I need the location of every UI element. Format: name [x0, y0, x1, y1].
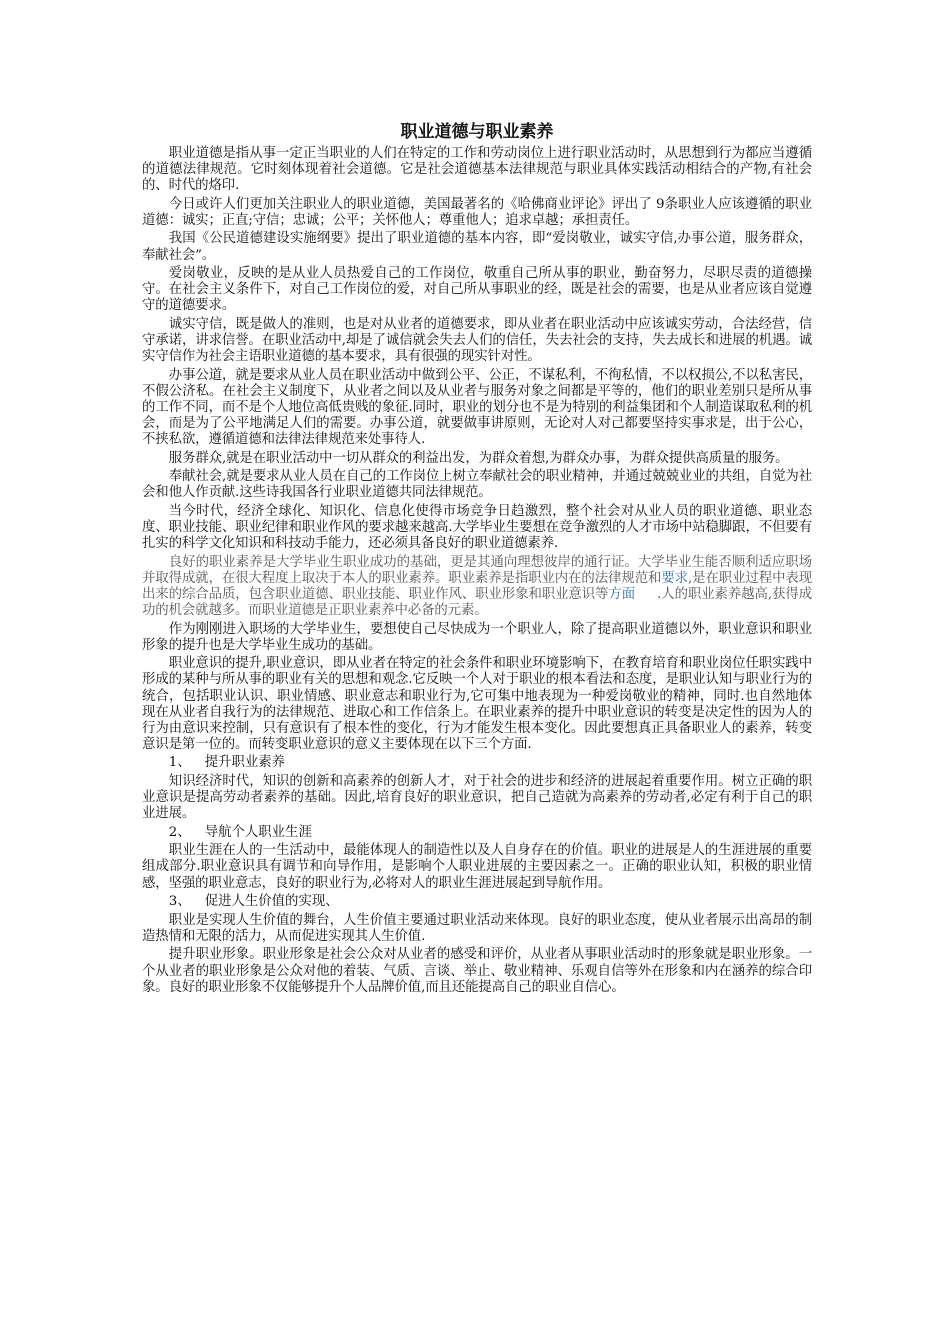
- paragraph-fairness: 办事公道，就是要求从业人员在职业活动中做到公平、公正，不谋私利，不徇私情，不以权损公,不以私害民，不假公济私。在社会主义制度下，从业者之间以及从业者与服务对象之间都是平等的，他们的职业差别只是所从事的工作不同，而不是个人地位高低贵贱的象征.同时，职业的划分也不是为特别的利益集团和个人制造谋取私利的机会，而是为了公平地满足人们的需要。办事公道，就要做事讲原则，无论对人对己都要坚持实事求是，出于公心，不挟私欲，遵循道德和法律法律规范来处事待人.: [142, 367, 812, 448]
- paragraph-life-value: 职业是实现人生价值的舞台，人生价值主要通过职业活动来体现。良好的职业态度，使从业者展示出高昂的制造热情和无限的活力，从而促进实现其人生价值.: [142, 912, 812, 944]
- section-heading-1: [142, 755, 812, 771]
- heading-text: 促进人生价值的实现、: [204, 894, 339, 910]
- paragraph-service: 服务群众,就是在职业活动中一切从群众的利益出发，为群众着想,为群众办事，为群众提供高质量的服务。: [168, 450, 789, 466]
- paragraph-text: .人的职业素养越高,获得成功的机会就越多。而职业道德是正职业素养中必备的元素。: [142, 586, 812, 619]
- paragraph-outline: 我国《公民道德建设实施纲要》提出了职业道德的基本内容，即“爱岗敬业，诚实守信,办事公道，服务群众，奉献社会”。: [142, 231, 812, 263]
- paragraph-dedication: 爱岗敬业，反映的是从业人员热爱自己的工作岗位，敬重自己所从事的职业，勤奋努力，尽职尽责的道德操守。在社会主义条件下，对自己工作岗位的爱，对自己所从事职业的经，既是社会的需要，也是从业者应该自觉遵守的道德要求。: [142, 266, 812, 314]
- paragraph-definition: 职业道德是指从事一定正当职业的人们在特定的工作和劳动岗位上进行职业活动时，从思想到行为都应当遵循的道德法律规范。它时刻体现着社会道德。它是社会道德基本法律规范与职业具体实践活动相结合的产物,有社会的、时代的烙印.: [142, 146, 812, 194]
- paragraph-harvard: 今日或许人们更加关注职业人的职业道德，美国最著名的《哈佛商业评论》评出了 9条职业人应该遵循的职业道德：诚实；正直;守信；忠诚；公平；关怀他人；尊重他人；追求卓越；承担责任。: [142, 196, 812, 228]
- heading-number: 3、: [168, 894, 191, 910]
- section-heading-3: [142, 894, 812, 910]
- paragraph-contribution: 奉献社会,就是要求从业人员在自己的工作岗位上树立奉献社会的职业精神，并通过兢兢业业的共组，自觉为社会和他人作贡献.这些诗我国各行业职业道德共同法律规范。: [142, 469, 812, 501]
- section-heading-2: [142, 825, 812, 841]
- heading-number: 2、: [168, 824, 191, 840]
- paragraph-honesty: 诚实守信，既是做人的准则，也是对从业者的道德要求，即从业者在职业活动中应该诚实劳动，合法经营，信守承诺，讲求信誉。在职业活动中,却是了诚信就会失去人们的信任，失去社会的支持，失去成长和进展的机遇。诚实守信作为社会主语职业道德的基本要求，具有很强的现实针对性。: [142, 316, 812, 365]
- document-page: [142, 120, 812, 998]
- paragraph-era: 当今时代，经济全球化、知识化、信息化使得市场竞争日趋激烈，整个社会对从业人员的职业道德、职业态度、职业技能、职业纪律和职业作风的要求越来越高.大学毕业生要想在竞争激烈的人才市场中站稳脚跟，不但要有扎实的科学文化知识和科技动手能力，还必须具备良好的职业道德素养.: [142, 503, 812, 552]
- paragraph-graduates: 作为刚刚进入职场的大学毕业生，要想使自己尽快成为一个职业人，除了提高职业道德以外，职业意识和职业形象的提升也是大学毕业生成功的基础。: [142, 621, 812, 653]
- heading-number: 1、: [168, 755, 191, 771]
- heading-text: 提升职业素养: [204, 755, 286, 771]
- document-title: 职业道德与职业素养: [400, 122, 554, 142]
- paragraph-awareness: 职业意识的提升,职业意识，即从业者在特定的社会条件和职业环境影响下，在教育培育和职业岗位任职实践中形成的某种与所从事的职业有关的思想和观念.它反映一个人对于职业的根本看法和态度，是职业认知与职业行为的统合，包括职业认识、职业情感、职业意志和职业行为,它可集中地表现为一种爱岗敬业的精神，同时.也自然地体现在从业者自我行为的法律规范、进取心和工作信条上。在职业素养的提升中职业意识的转变是决定性的因为人的行为由意识来控制，只有意识有了根本性的变化，行为才能发生根本变化。因此要想真正具备职业人的素养，转变意识是第一位的。而转变职业意识的意义主要体现在以下三个方面.: [142, 656, 812, 752]
- paragraph-text: 良好的职业素养是大学毕业生职业成功的基础，更是其通向理想彼岸的通行证。大学毕业生能否顺利适应职场并取得成就，在很大程度上取决于本人的职业素养。职业素养是指职业内在的法律规范和: [142, 554, 812, 586]
- paragraph-professional-quality: [142, 555, 812, 619]
- link-aspects[interactable]: 方面: [608, 586, 636, 602]
- paragraph-career: 职业生涯在人的一生活动中，最能体现人的制造性以及人自身存在的价值。职业的进展是人的生涯进展的重要组成部分.职业意识具有调节和向导作用，是影响个人职业进展的主要因素之一。正确的职业认知，积极的职业情感，坚强的职业意志，良好的职业行为,必将对人的职业生涯进展起到导航作用。: [142, 843, 812, 891]
- link-requirements[interactable]: 要求: [661, 570, 688, 586]
- heading-text: 导航个人职业生涯: [204, 824, 312, 840]
- paragraph-text: ,是在职业过程中表现出来的综合品质，包含职业道德、职业技能、职业作风、职业形象和职业意识等: [142, 570, 812, 602]
- paragraph-knowledge-economy: 知识经济时代，知识的创新和高素养的创新人才，对于社会的进步和经济的进展起着重要作用。树立正确的职业意识是提高劳动者素养的基础。因此,培育良好的职业意识，把自己造就为高素养的劳动者,必定有利于自己的职业进展。: [142, 773, 812, 822]
- paragraph-image: 提升职业形象。职业形象是社会公众对从业者的感受和评价，从业者从事职业活动时的形象就是职业形象。一个从业者的职业形象是公众对他的着装、气质、言谈、举止、敬业精神、乐观自信等外在形象和内在涵养的综合印象。良好的职业形象不仅能够提升个人品牌价值,而且还能提高自己的职业自信心。: [142, 947, 812, 995]
